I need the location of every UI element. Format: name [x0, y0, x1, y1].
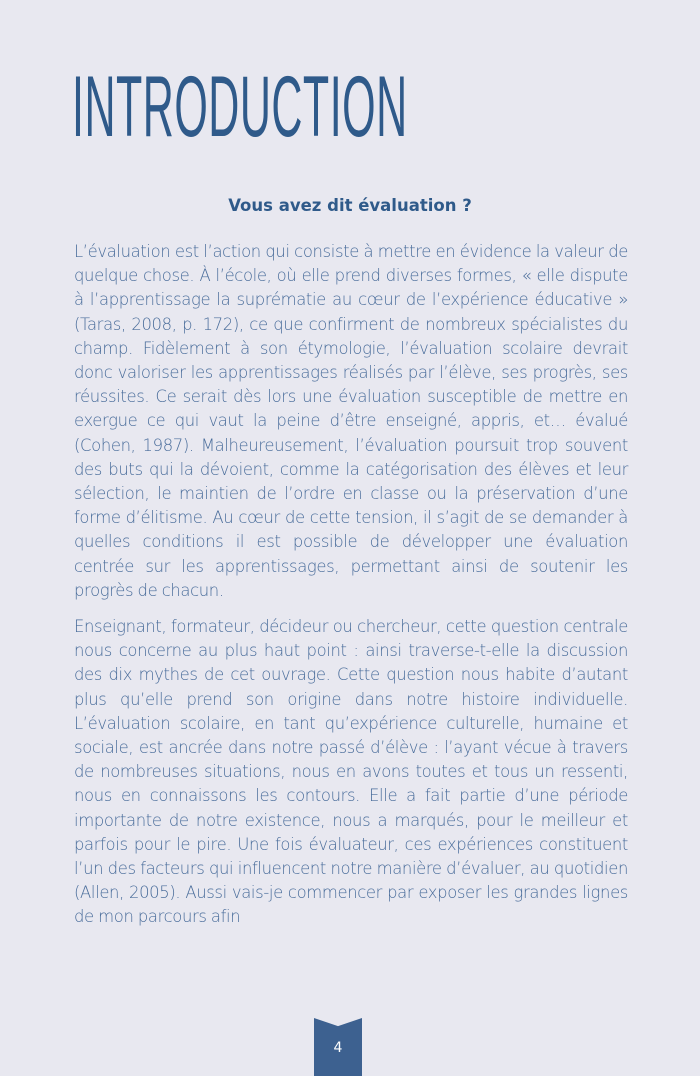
page-number: 4 — [333, 1040, 343, 1056]
body-text — [74, 240, 628, 942]
paragraph-1: L’évaluation est l’action qui consiste à mettre en évidence la valeur de quelque chose. À l’école, où elle prend diverses formes, « elle dispute à l’apprentissage la suprématie au cœur de l’expérience éducative » (Taras, 2008, p. 172), ce que confirment de nombreux spécialistes du champ. Fidèlement à son étymologie, l’évaluation scolaire devrait donc valoriser les apprentissages réalisés par l’élève, ses progrès, ses réussites. Ce serait dès lors une évaluation susceptible de mettre en exergue ce qui vaut la peine d’être enseigné, appris, et… évalué (Cohen, 1987). Malheureusement, l’évaluation poursuit trop souvent des buts qui la dévoient, comme la catégorisation des élèves et leur sélection, le maintien de l’ordre en classe ou la préservation d’une forme d’élitisme. Au cœur de cette tension, il s’agit de se demander à quelles conditions il est possible de développer une évaluation centrée sur les apprentissages, permettant ainsi de soutenir les progrès de chacun. — [74, 242, 628, 600]
section-subtitle: Vous avez dit évaluation ? — [228, 196, 472, 215]
chapter-title: INTRODUCTION — [72, 59, 408, 155]
paragraph-2: Enseignant, formateur, décideur ou chercheur, cette question centrale nous concerne au plus haut point : ainsi traverse-t-elle la discussion des dix mythes de cet ouvrage. Cette question nous habite d’autant plus qu’elle prend son origine dans notre histoire individuelle. L’évaluation scolaire, en tant qu’expérience culturelle, humaine et sociale, est ancrée dans notre passé d’élève : l’ayant vécue à travers de nombreuses situations, nous en avons toutes et tous un ressenti, nous en connaissons les contours. Elle a fait partie d’une période importante de notre existence, nous a marqués, pour le meilleur et parfois pour le pire. Une fois évaluateur, ces expériences constituent l’un des facteurs qui influencent notre manière d’évaluer, au quotidien (Allen, 2005). Aussi vais-je commencer par exposer les grandes lignes de mon parcours afin — [74, 617, 628, 927]
